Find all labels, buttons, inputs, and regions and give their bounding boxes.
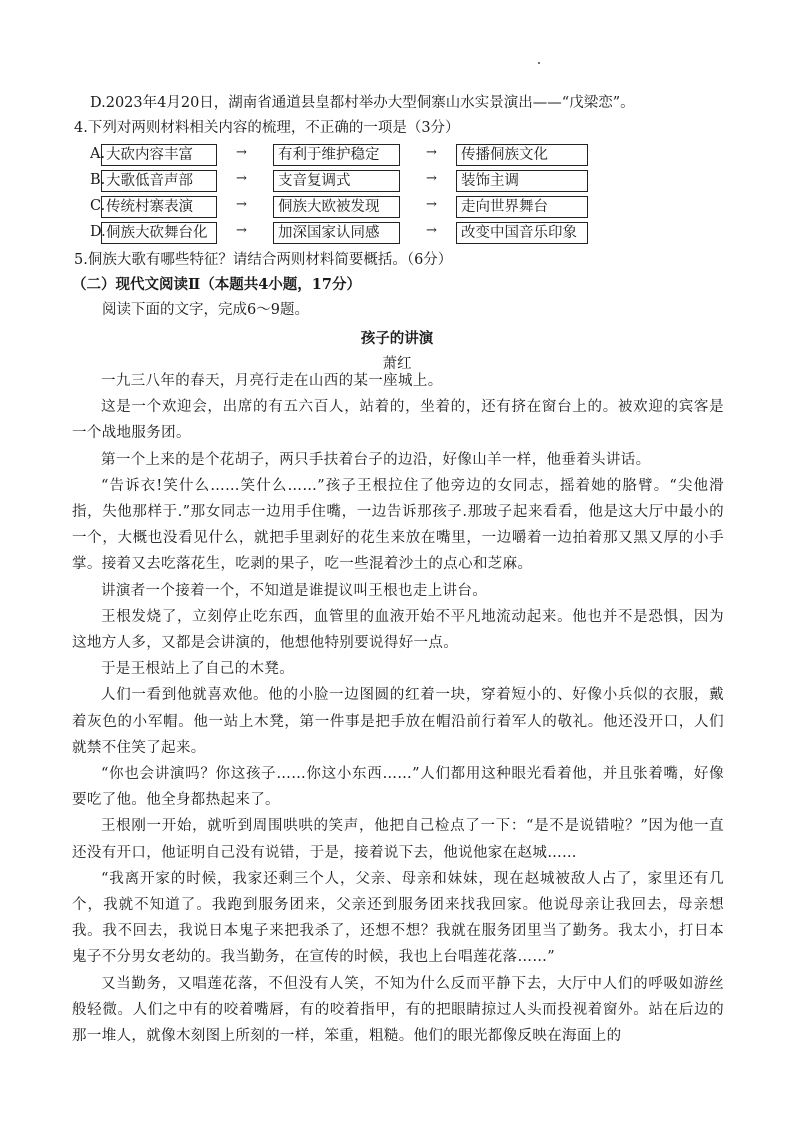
arrow-icon: →: [236, 197, 247, 212]
story-body: [72, 368, 724, 1049]
option-box-3: 传播侗族文化: [456, 144, 588, 166]
option-box-1: 大砍内容丰富: [101, 144, 217, 166]
option-box-3: 改变中国音乐印象: [456, 222, 588, 244]
paragraph: 王根刚一开始，就听到周围哄哄的笑声，他把自己检点了一下：“是不是说错啦？”因为他一直还没有开口，他证明自己没有说错，于是，接着说下去，他说他家在赵城……: [72, 818, 724, 861]
scan-dot: [538, 62, 540, 64]
paragraph: “你也会讲演吗？你这孩子……你这小东西……”人们都用这种眼光看着他，并且张着嘴，好像要吃了他。他全身都热起来了。: [72, 766, 724, 809]
option-label: D.: [90, 224, 106, 240]
reading-instruction: 阅读下面的文字，完成6～9题。: [102, 302, 309, 318]
arrow-icon: →: [426, 223, 437, 238]
option-label: A.: [90, 146, 106, 162]
item-d-text: D.2023年4月20日，湖南省通道县皇都村举办大型侗寨山水实景演出——“戊梁恋”。: [90, 95, 635, 111]
option-box-1: 大歌低音声部: [101, 170, 217, 192]
paragraph: “我离开家的时候，我家还剩三个人，父亲、母亲和妹妹，现在赵城被敌人占了，家里还有几个，我就不知道了。我跑到服务团来，父亲还到服务团来找我回家。他说母亲让我回去，母亲想我。我不回去，我说日本鬼子来把我杀了，还想不想？我就在服务团里当了勤务。我太小，打日本鬼子不分男女老幼的。我当勤务，在宣传的时候，我也上台唱莲花落……”: [72, 870, 724, 966]
option-label: B.: [90, 172, 106, 188]
arrow-icon: →: [236, 145, 247, 160]
option-box-1: 传统村寨表演: [101, 196, 217, 218]
option-box-3: 走向世界舞台: [456, 196, 588, 218]
paragraph: 于是王根站上了自己的木凳。: [101, 661, 295, 678]
option-box-2: 有利于维护稳定: [273, 144, 400, 166]
question-4: 4.下列对两则材料相关内容的梳理，不正确的一项是（3分）: [74, 120, 460, 136]
paragraph: 讲演者一个接着一个，不知道是谁提议叫王根也走上讲台。: [101, 582, 488, 599]
paragraph: 又当勤务，又唱莲花落，不但没有人笑，不知为什么反而平静下去，大厅中人们的呼吸如游丝般轻微。人们之中有的咬着嘴唇，有的咬着指甲，有的把眼睛掠过人头而投视着窗外。站在后边的那一堆人，就像木刻图上所刻的一样，笨重，粗糙。他们的眼光都像反映在海面上的: [72, 975, 724, 1045]
paragraph: “告诉衣!笑什么……笑什么……”孩子王根拉住了他旁边的女同志，摇着她的胳臂。“尖他滑指，失他那样于.”那女同志一边用手住嘴，一边告诉那孩子.那玻子起来看看，他是这大厅中最小的一个，大概也没看见什么，就把手里剥好的花生来放在嘴里，一边嚼着一边拍着那又黑又厚的小手掌。接着又去吃落花生，吃剥的果子，吃一些混着沙土的点心和芝麻。: [72, 477, 724, 573]
paragraph: 王根发烧了，立刻停止吃东西，血管里的血液开始不平凡地流动起来。他也并不是恐惧，因为这地方人多，又都是会讲演的，他想他特别要说得好一点。: [72, 608, 724, 652]
arrow-icon: →: [426, 171, 437, 186]
question-5: 5.侗族大歌有哪些特征？请结合两则材料简要概括。（6分）: [74, 252, 453, 268]
arrow-icon: →: [426, 145, 437, 160]
section-heading: （二）现代文阅读Ⅱ（本题共4小题，17分）: [72, 276, 361, 293]
story-author: 萧红: [382, 356, 412, 372]
arrow-icon: →: [426, 197, 437, 212]
arrow-icon: →: [236, 171, 247, 186]
option-box-2: 支音复调式: [273, 170, 400, 192]
paragraph: 人们一看到他就喜欢他。他的小脸一边图圆的红着一块，穿着短小的、好像小兵似的衣服，戴着灰色的小军帽。他一站上木凳，第一件事是把手放在帽沿前行着军人的敬礼。他还没开口，人们就禁不住笑了起来。: [72, 687, 724, 756]
paragraph: 这是一个欢迎会，出席的有五六百人，站着的，坐着的，还有挤在窗台上的。被欢迎的宾客是一个战地服务团。: [72, 399, 724, 442]
option-box-3: 装饰主调: [456, 170, 588, 192]
option-box-2: 侗族大欧被发现: [273, 196, 400, 218]
option-box-2: 加深国家认同感: [273, 222, 400, 244]
story-title: 孩子的讲演: [360, 330, 434, 347]
paragraph: 一九三八年的春天，月亮行走在山西的某一座城上。: [101, 373, 443, 389]
option-box-1: 侗族大砍舞台化: [101, 222, 217, 244]
arrow-icon: →: [236, 223, 247, 238]
option-label: C.: [90, 198, 106, 214]
paragraph: 第一个上来的是个花胡子，两只手扶着台子的边沿，好像山羊一样，他垂着头讲话。: [101, 451, 651, 468]
